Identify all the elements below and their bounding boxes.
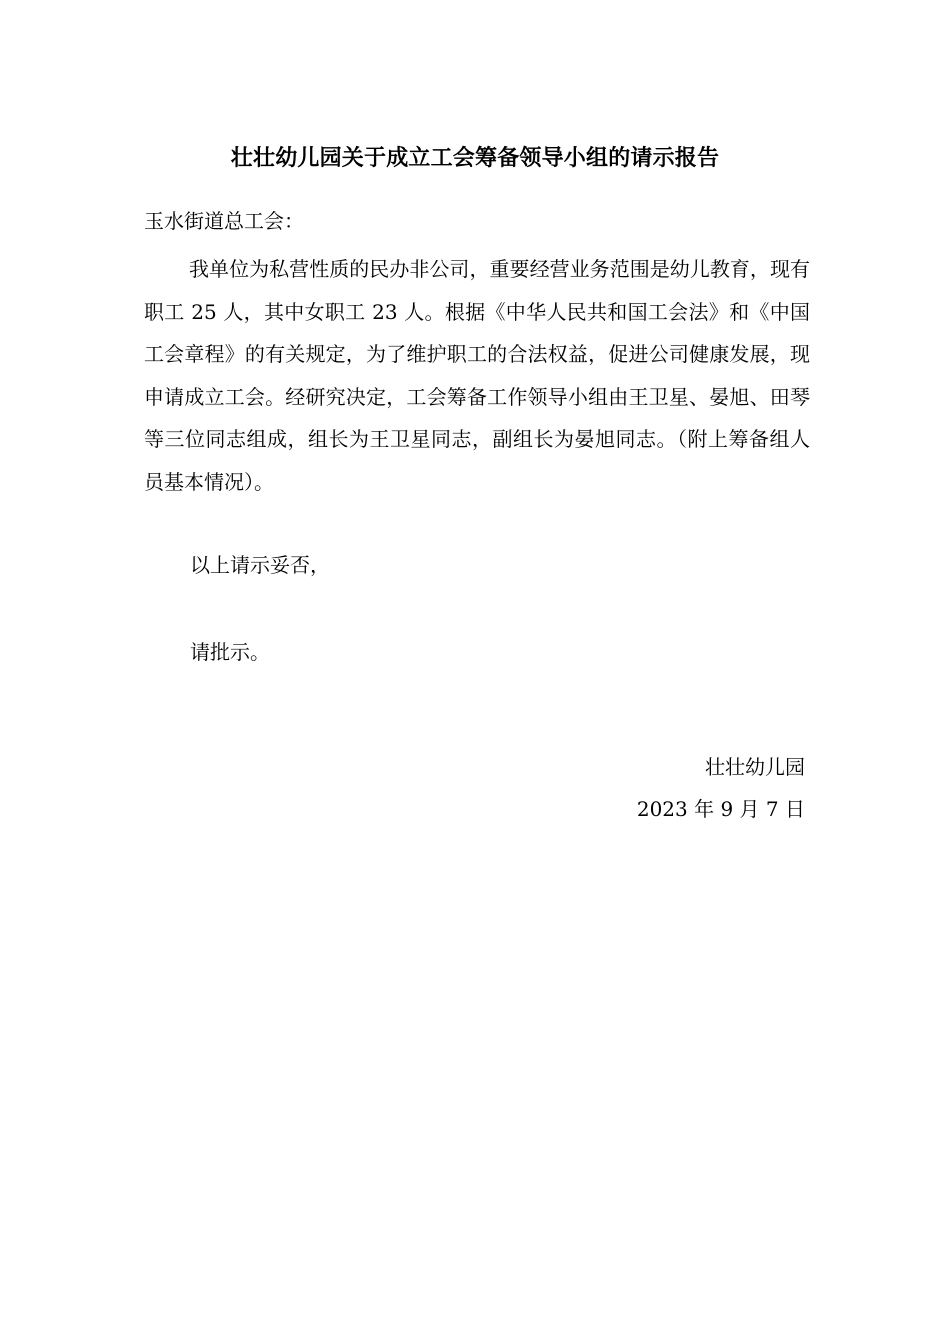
- closing-request: 以上请示妥否，: [190, 553, 330, 577]
- signature-date: 2023 年 9 月 7 日: [636, 797, 805, 821]
- signature-organization: 壮壮幼儿园: [705, 755, 805, 779]
- document-title: 壮壮幼儿园关于成立工会筹备领导小组的请示报告: [230, 146, 720, 171]
- closing-approval: 请批示。: [190, 640, 270, 664]
- body-paragraph: 我单位为私营性质的民办非公司，重要经营业务范围是幼儿教育，现有职工 25 人，其中女职工 23 人。根据《中华人民共和国工会法》和《中国工会章程》的有关规定，为了维护职工的合法权益，促进公司健康发展，现申请成立工会。经研究决定，工会筹备工作领导小组由王卫星、晏旭、田琴等三位同志组成，组长为王卫星同志，副组长为晏旭同志。（附上筹备组人员基本情况）。: [144, 257, 810, 494]
- salutation: 玉水街道总工会：: [144, 209, 304, 233]
